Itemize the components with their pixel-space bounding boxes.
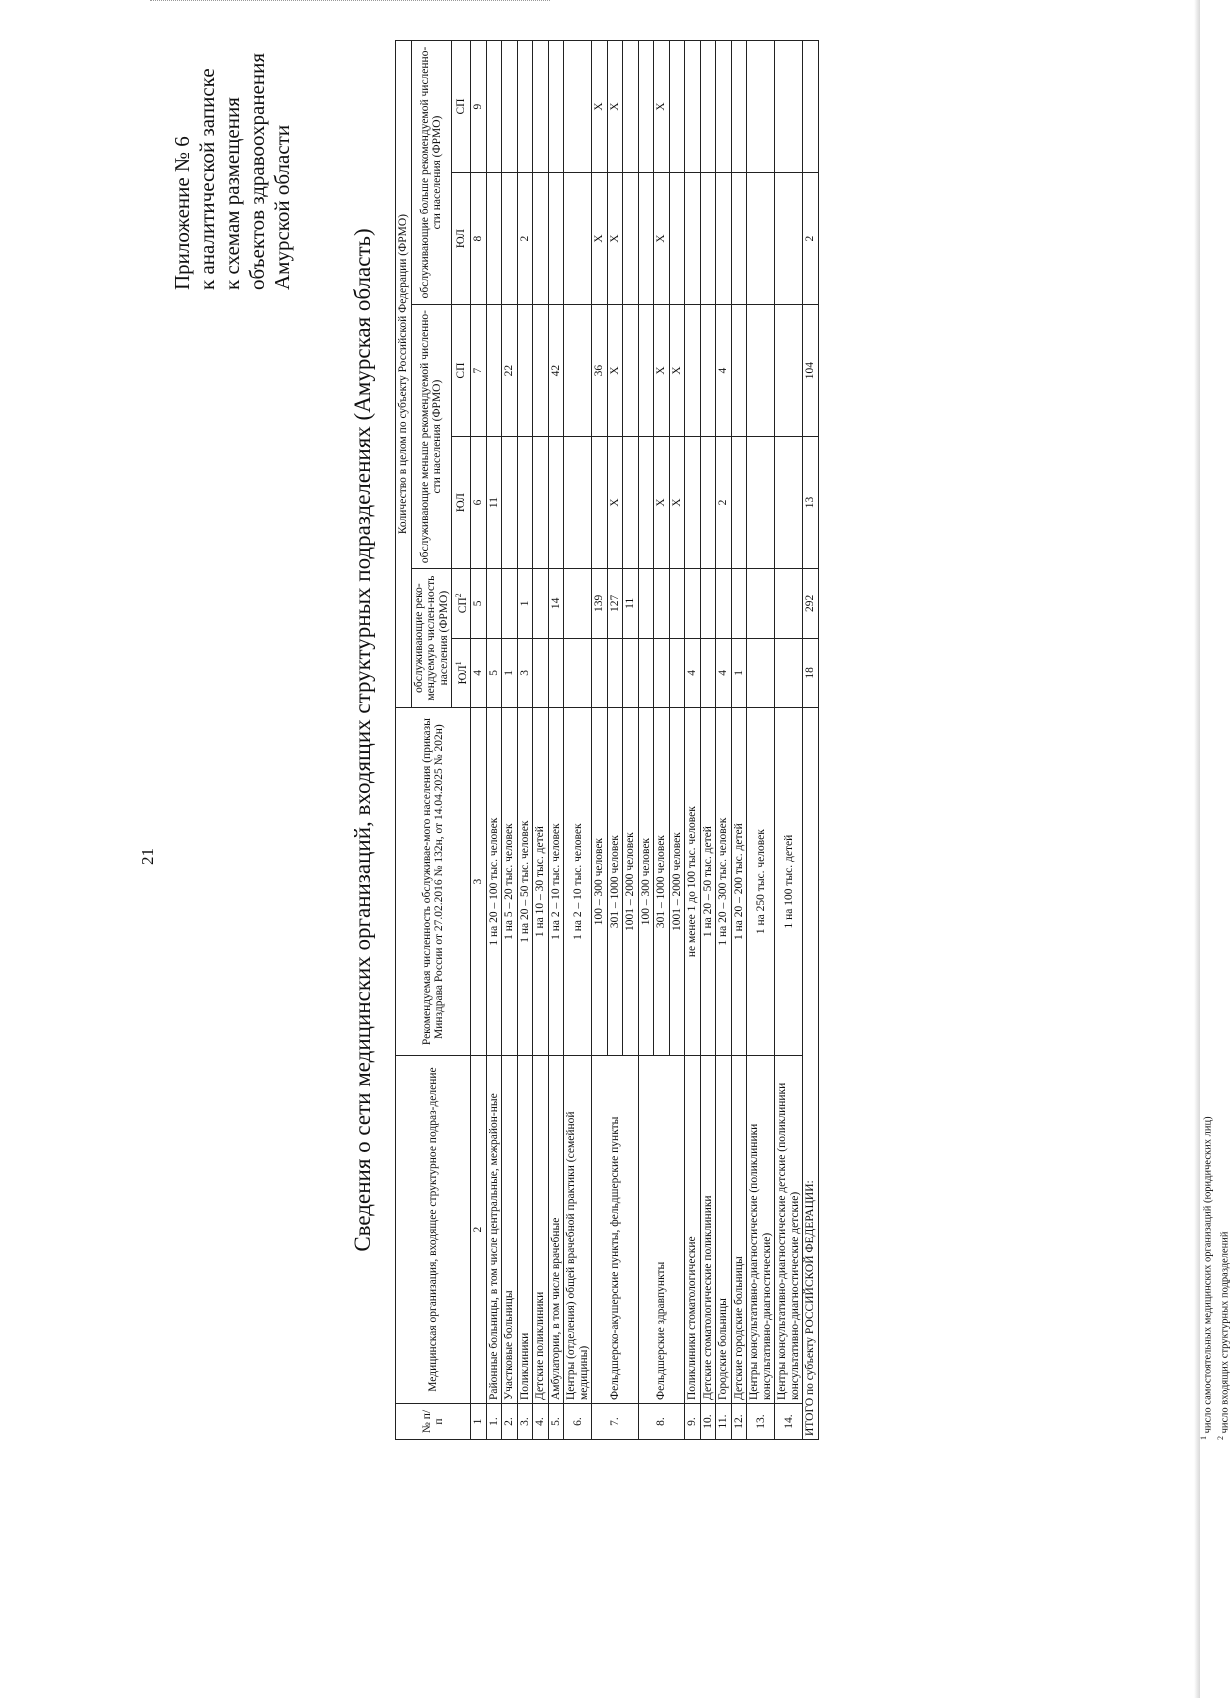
cell-yul-rec: 4 [716, 638, 732, 708]
cell-yul-more [502, 173, 518, 305]
col-number: 1 [471, 1404, 487, 1440]
cell-sp-rec [533, 569, 549, 639]
cell-yul-less: X [669, 437, 685, 569]
cell-sp-more: X [592, 41, 608, 173]
header-org: Медицинская организация, входящее структурное подраз-деление [396, 1056, 471, 1404]
row-pop: 301 – 1000 человек [654, 708, 670, 1056]
cell-yul-less: X [607, 437, 623, 569]
table-row [731, 41, 747, 1440]
total-sp-rec: 292 [803, 569, 819, 639]
cell-yul-rec [638, 638, 654, 708]
cell-sp-rec [669, 569, 685, 639]
row-name: Городские больницы [716, 1056, 732, 1404]
row-pop: 1 на 100 тыс. детей [775, 708, 803, 1056]
table-row [564, 41, 592, 1440]
col-number: 8 [471, 173, 487, 305]
row-num: 10. [700, 1404, 716, 1440]
header-sp-3: СП [452, 41, 471, 173]
cell-yul-rec: 5 [486, 638, 502, 708]
header-num: № п/п [396, 1404, 471, 1440]
row-num: 2. [502, 1404, 518, 1440]
cell-sp-less [775, 305, 803, 437]
appendix-line: объектов здравоохранения [245, 52, 269, 290]
cell-sp-more: X [607, 41, 623, 173]
row-name: Детские городские больницы [731, 1056, 747, 1404]
cell-yul-more [548, 173, 564, 305]
cell-yul-more: X [592, 173, 608, 305]
cell-yul-more [700, 173, 716, 305]
cell-yul-less [548, 437, 564, 569]
cell-yul-rec [607, 638, 623, 708]
row-pop: 1 на 20 – 300 тыс. человек [716, 708, 732, 1056]
cell-sp-less [731, 305, 747, 437]
cell-sp-less [517, 305, 533, 437]
table-row [700, 41, 716, 1440]
cell-sp-rec [685, 569, 701, 639]
row-name: Участковые больницы [502, 1056, 518, 1404]
total-label: ИТОГО по субъекту РОССИЙСКОЙ ФЕДЕРАЦИИ: [803, 708, 819, 1440]
cell-yul-rec [700, 638, 716, 708]
header-sp-2: СП [452, 305, 471, 437]
column-number-row [471, 41, 487, 1440]
cell-yul-more [747, 173, 775, 305]
header-yul-2: ЮЛ [452, 437, 471, 569]
cell-sp-more [716, 41, 732, 173]
cell-yul-more [731, 173, 747, 305]
header-count: Количество в целом по субъекту Российской Федерации (ФРМО) [396, 41, 412, 708]
row-pop: 100 – 300 человек [592, 708, 608, 1056]
header-sp-1-label: СП [456, 597, 469, 614]
row-name: Центры (отделения) общей врачебной практики (семейной медицины) [564, 1056, 592, 1404]
cell-sp-less: X [669, 305, 685, 437]
row-pop: 301 – 1000 человек [607, 708, 623, 1056]
appendix-line: Приложение № 6 [170, 136, 194, 290]
cell-yul-less [700, 437, 716, 569]
cell-yul-more [669, 173, 685, 305]
header-group-less: обслуживающие меньше рекомендуемой численно-сти населения (ФРМО) [411, 305, 452, 569]
cell-sp-less: X [654, 305, 670, 437]
cell-yul-less [747, 437, 775, 569]
table-row [592, 41, 608, 1440]
table-row [775, 41, 803, 1440]
header-yul-1-label: ЮЛ [456, 665, 469, 685]
cell-sp-more [548, 41, 564, 173]
total-yul-more: 2 [803, 173, 819, 305]
cell-yul-less [638, 437, 654, 569]
cell-yul-rec [623, 638, 639, 708]
cell-sp-more [533, 41, 549, 173]
col-number: 7 [471, 305, 487, 437]
cell-sp-rec [716, 569, 732, 639]
header-group-more: обслуживающие больше рекомендуемой численно-сти населения (ФРМО) [411, 41, 452, 305]
cell-sp-rec [747, 569, 775, 639]
row-num: 7. [592, 1404, 639, 1440]
row-pop: 1 на 2 – 10 тыс. человек [548, 708, 564, 1056]
cell-yul-less [775, 437, 803, 569]
total-yul-less: 13 [803, 437, 819, 569]
cell-yul-rec [533, 638, 549, 708]
cell-sp-more [623, 41, 639, 173]
cell-sp-less: 22 [502, 305, 518, 437]
cell-yul-more [486, 173, 502, 305]
row-pop: не менее 1 до 100 тыс. человек [685, 708, 701, 1056]
cell-yul-more: 2 [517, 173, 533, 305]
cell-sp-rec [731, 569, 747, 639]
col-number: 3 [471, 708, 487, 1056]
cell-sp-more [747, 41, 775, 173]
cell-yul-more [533, 173, 549, 305]
cell-yul-less: 11 [486, 437, 502, 569]
cell-yul-less [517, 437, 533, 569]
row-pop: 1 на 20 – 50 тыс. детей [700, 708, 716, 1056]
col-number: 5 [471, 569, 487, 639]
cell-sp-more [638, 41, 654, 173]
cell-sp-more [775, 41, 803, 173]
cell-yul-less [592, 437, 608, 569]
footnote: $^1$ число самостоятельных медицинских организаций (юридических лиц) [1199, 1116, 1214, 1440]
cell-sp-rec [502, 569, 518, 639]
row-pop: 1 на 5 – 20 тыс. человек [502, 708, 518, 1056]
row-num: 13. [747, 1404, 775, 1440]
col-number: 9 [471, 41, 487, 173]
row-num: 14. [775, 1404, 803, 1440]
row-num: 11. [716, 1404, 732, 1440]
cell-yul-more: X [607, 173, 623, 305]
header-yul-1: $ЮЛ^1$ [452, 638, 471, 708]
cell-yul-less: 2 [716, 437, 732, 569]
cell-sp-more [502, 41, 518, 173]
cell-sp-rec: 11 [623, 569, 639, 639]
cell-yul-more: X [654, 173, 670, 305]
row-pop: 1 на 2 – 10 тыс. человек [564, 708, 592, 1056]
footnotes [1198, 540, 1231, 1440]
cell-sp-rec [775, 569, 803, 639]
cell-yul-less [731, 437, 747, 569]
cell-sp-rec: 127 [607, 569, 623, 639]
cell-sp-less: 36 [592, 305, 608, 437]
cell-sp-less [486, 305, 502, 437]
cell-sp-less [623, 305, 639, 437]
cell-sp-less [564, 305, 592, 437]
header-pop: Рекомендуемая численность обслуживае-мого населения (приказы Минздрава России от 27.02.2016 № 132н, от 14.04.2025 № 202н) [396, 708, 471, 1056]
cell-yul-rec [548, 638, 564, 708]
cell-sp-less [700, 305, 716, 437]
cell-yul-more [564, 173, 592, 305]
total-row [803, 41, 819, 1440]
col-number: 6 [471, 437, 487, 569]
cell-yul-rec [592, 638, 608, 708]
appendix-line: к аналитической записке [195, 68, 219, 290]
row-num: 4. [533, 1404, 549, 1440]
cell-sp-less: 42 [548, 305, 564, 437]
row-num: 6. [564, 1404, 592, 1440]
table-row [685, 41, 701, 1440]
table-row [502, 41, 518, 1440]
table-row [716, 41, 732, 1440]
cell-yul-rec [564, 638, 592, 708]
medical-network-table [395, 40, 819, 1440]
page-number: 21 [138, 848, 157, 865]
cell-yul-less [502, 437, 518, 569]
cell-yul-more [623, 173, 639, 305]
cell-sp-less [638, 305, 654, 437]
cell-sp-less [685, 305, 701, 437]
cell-sp-rec: 14 [548, 569, 564, 639]
cell-sp-more [731, 41, 747, 173]
cell-yul-less [564, 437, 592, 569]
cell-yul-more [685, 173, 701, 305]
table-row [747, 41, 775, 1440]
cell-yul-rec [747, 638, 775, 708]
cell-sp-rec [564, 569, 592, 639]
row-name: Районные больницы, в том числе центральные, межрайон-ные [486, 1056, 502, 1404]
row-num: 9. [685, 1404, 701, 1440]
cell-yul-rec: 3 [517, 638, 533, 708]
row-pop: 1 на 10 – 30 тыс. детей [533, 708, 549, 1056]
table-row [533, 41, 549, 1440]
cell-yul-more [716, 173, 732, 305]
row-name: Амбулатории, в том числе врачебные [548, 1056, 564, 1404]
row-name: Поликлиники [517, 1056, 533, 1404]
table-row [548, 41, 564, 1440]
row-name: Центры консультативно-диагностические (поликлиники консультативно-диагностические) [747, 1056, 775, 1404]
cell-sp-more [564, 41, 592, 173]
cell-yul-more [638, 173, 654, 305]
appendix-caption [170, 0, 295, 290]
row-name: Поликлиники стоматологические [685, 1056, 701, 1404]
cell-sp-more [486, 41, 502, 173]
row-name: Детские поликлиники [533, 1056, 549, 1404]
col-number: 2 [471, 1056, 487, 1404]
row-num: 8. [638, 1404, 685, 1440]
cell-sp-rec [638, 569, 654, 639]
cell-sp-less: 4 [716, 305, 732, 437]
footnote-text: число входящих структурных подразделений [1219, 1231, 1230, 1434]
cell-yul-more [775, 173, 803, 305]
cell-sp-less [747, 305, 775, 437]
cell-sp-rec: 139 [592, 569, 608, 639]
total-sp-less: 104 [803, 305, 819, 437]
appendix-line: Амурской области [270, 124, 294, 290]
header-yul-3: ЮЛ [452, 173, 471, 305]
cell-sp-less [533, 305, 549, 437]
cell-sp-more: X [654, 41, 670, 173]
cell-yul-rec [654, 638, 670, 708]
table-row [517, 41, 533, 1440]
total-yul-rec: 18 [803, 638, 819, 708]
col-number: 4 [471, 638, 487, 708]
document-title: Сведения о сети медицинских организаций, входящих структурных подразделениях (Амурская область) [350, 228, 375, 1252]
cell-yul-rec: 1 [731, 638, 747, 708]
row-name: Центры консультативно-диагностические детские (поликлиники консультативно-диагностические детские) [775, 1056, 803, 1404]
row-pop: 1001 – 2000 человек [623, 708, 639, 1056]
cell-sp-less: X [607, 305, 623, 437]
footnote: $^2$ число входящих структурных подразделений [1215, 1231, 1230, 1440]
header-sp-1: $СП^2$ [452, 569, 471, 639]
row-pop: 1 на 20 – 200 тыс. детей [731, 708, 747, 1056]
cell-yul-rec [669, 638, 685, 708]
row-num: 5. [548, 1404, 564, 1440]
cell-yul-less [685, 437, 701, 569]
cell-yul-less: X [654, 437, 670, 569]
cell-sp-rec [700, 569, 716, 639]
cell-yul-less [533, 437, 549, 569]
row-pop: 1 на 20 – 100 тыс. человек [486, 708, 502, 1056]
appendix-line: к схемам размещения [220, 97, 244, 290]
cell-sp-more [669, 41, 685, 173]
cell-yul-rec: 1 [502, 638, 518, 708]
row-num: 1. [486, 1404, 502, 1440]
cell-sp-more [685, 41, 701, 173]
row-name: Фельдшерско-акушерские пункты, фельдшерские пункты [592, 1056, 639, 1404]
cell-yul-rec: 4 [685, 638, 701, 708]
table-row [638, 41, 654, 1440]
cell-sp-rec: 1 [517, 569, 533, 639]
cell-sp-rec [486, 569, 502, 639]
cell-yul-less [623, 437, 639, 569]
table-row [486, 41, 502, 1440]
footnote-text: число самостоятельных медицинских организаций (юридических лиц) [1202, 1116, 1214, 1434]
cell-yul-rec [775, 638, 803, 708]
cell-sp-more [700, 41, 716, 173]
header-group-recommended: обслуживающие реко-мендуемую числен-ность населения (ФРМО) [411, 569, 452, 708]
row-name: Детские стоматологические поликлиники [700, 1056, 716, 1404]
cell-sp-rec [654, 569, 670, 639]
rotated-sheet [0, 46, 1230, 1440]
total-sp-more [803, 41, 819, 173]
row-pop: 1 на 20 – 50 тыс. человек [517, 708, 533, 1056]
row-pop: 100 – 300 человек [638, 708, 654, 1056]
row-num: 12. [731, 1404, 747, 1440]
row-pop: 1001 – 2000 человек [669, 708, 685, 1056]
row-pop: 1 на 250 тыс. человек [747, 708, 775, 1056]
cell-sp-more [517, 41, 533, 173]
row-name: Фельдшерские здравпункты [638, 1056, 685, 1404]
row-num: 3. [517, 1404, 533, 1440]
